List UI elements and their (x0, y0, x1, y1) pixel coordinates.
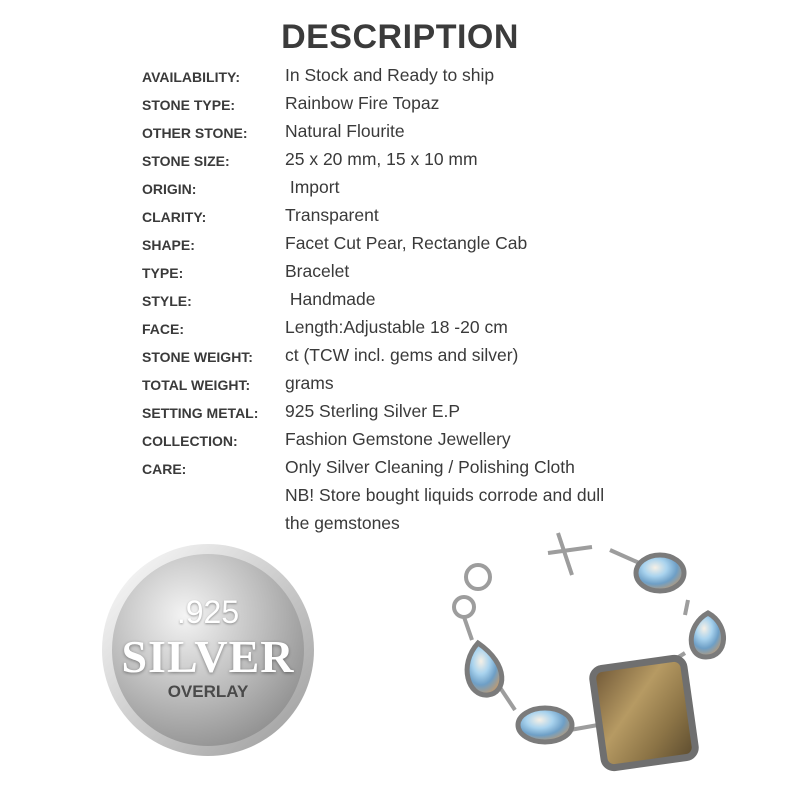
spec-row-total-weight (0, 371, 800, 399)
spec-label: AVAILABILITY: (142, 69, 240, 85)
spec-label: CLARITY: (142, 209, 207, 225)
badge-metal: SILVER (121, 631, 295, 682)
spec-row-other-stone (0, 119, 800, 147)
spec-row-stone-weight (0, 343, 800, 371)
spec-row-style (0, 287, 800, 315)
spec-value: Import (285, 177, 340, 197)
spec-value: 25 x 20 mm, 15 x 10 mm (285, 149, 478, 169)
gemstone-bracelet-icon (440, 525, 740, 790)
care-note-line (0, 483, 800, 511)
spec-value: Bracelet (285, 261, 350, 281)
spec-label: ORIGIN: (142, 181, 197, 197)
spec-row-setting-metal (0, 399, 800, 427)
spec-label: OTHER STONE: (142, 125, 248, 141)
spec-row-clarity (0, 203, 800, 231)
spec-row-type (0, 259, 800, 287)
badge-purity: .925 (176, 594, 240, 630)
spec-label: SHAPE: (142, 237, 195, 253)
spec-label: FACE: (142, 321, 184, 337)
spec-label: STYLE: (142, 293, 192, 309)
spec-row-shape (0, 231, 800, 259)
spec-value: Handmade (285, 289, 376, 309)
spec-value: Only Silver Cleaning / Polishing Cloth (285, 457, 575, 477)
spec-row-origin (0, 175, 800, 203)
spec-label: STONE SIZE: (142, 153, 230, 169)
spec-value: Facet Cut Pear, Rectangle Cab (285, 233, 528, 253)
spec-value: 925 Sterling Silver E.P (285, 401, 461, 421)
spec-value: Length:Adjustable 18 -20 cm (285, 317, 508, 337)
spec-row-availability (0, 63, 800, 91)
spec-label: STONE TYPE: (142, 97, 236, 113)
spec-row-stone-type (0, 91, 800, 119)
spec-label: STONE WEIGHT: (142, 349, 253, 365)
spec-value: NB! Store bought liquids corrode and dull (285, 485, 605, 505)
spec-value: Fashion Gemstone Jewellery (285, 429, 511, 449)
spec-row-stone-size (0, 147, 800, 175)
spec-value: Natural Flourite (285, 121, 405, 141)
spec-value: grams (285, 373, 334, 393)
spec-row-care (0, 455, 800, 483)
spec-label: SETTING METAL: (142, 405, 259, 421)
page-title: DESCRIPTION (281, 18, 519, 56)
spec-label: CARE: (142, 461, 187, 477)
spec-row-collection (0, 427, 800, 455)
spec-value: the gemstones (285, 513, 400, 533)
spec-label: TYPE: (142, 265, 184, 281)
badge-finish: OVERLAY (167, 682, 249, 701)
bracelet-image (440, 525, 740, 790)
spec-row-face (0, 315, 800, 343)
spec-value: ct (TCW incl. gems and silver) (285, 345, 519, 365)
spec-value: Rainbow Fire Topaz (285, 93, 440, 113)
silver-overlay-badge (100, 542, 316, 758)
spec-label: COLLECTION: (142, 433, 238, 449)
spec-value: Transparent (285, 205, 379, 225)
spec-value: In Stock and Ready to ship (285, 65, 495, 85)
spec-label: TOTAL WEIGHT: (142, 377, 251, 393)
